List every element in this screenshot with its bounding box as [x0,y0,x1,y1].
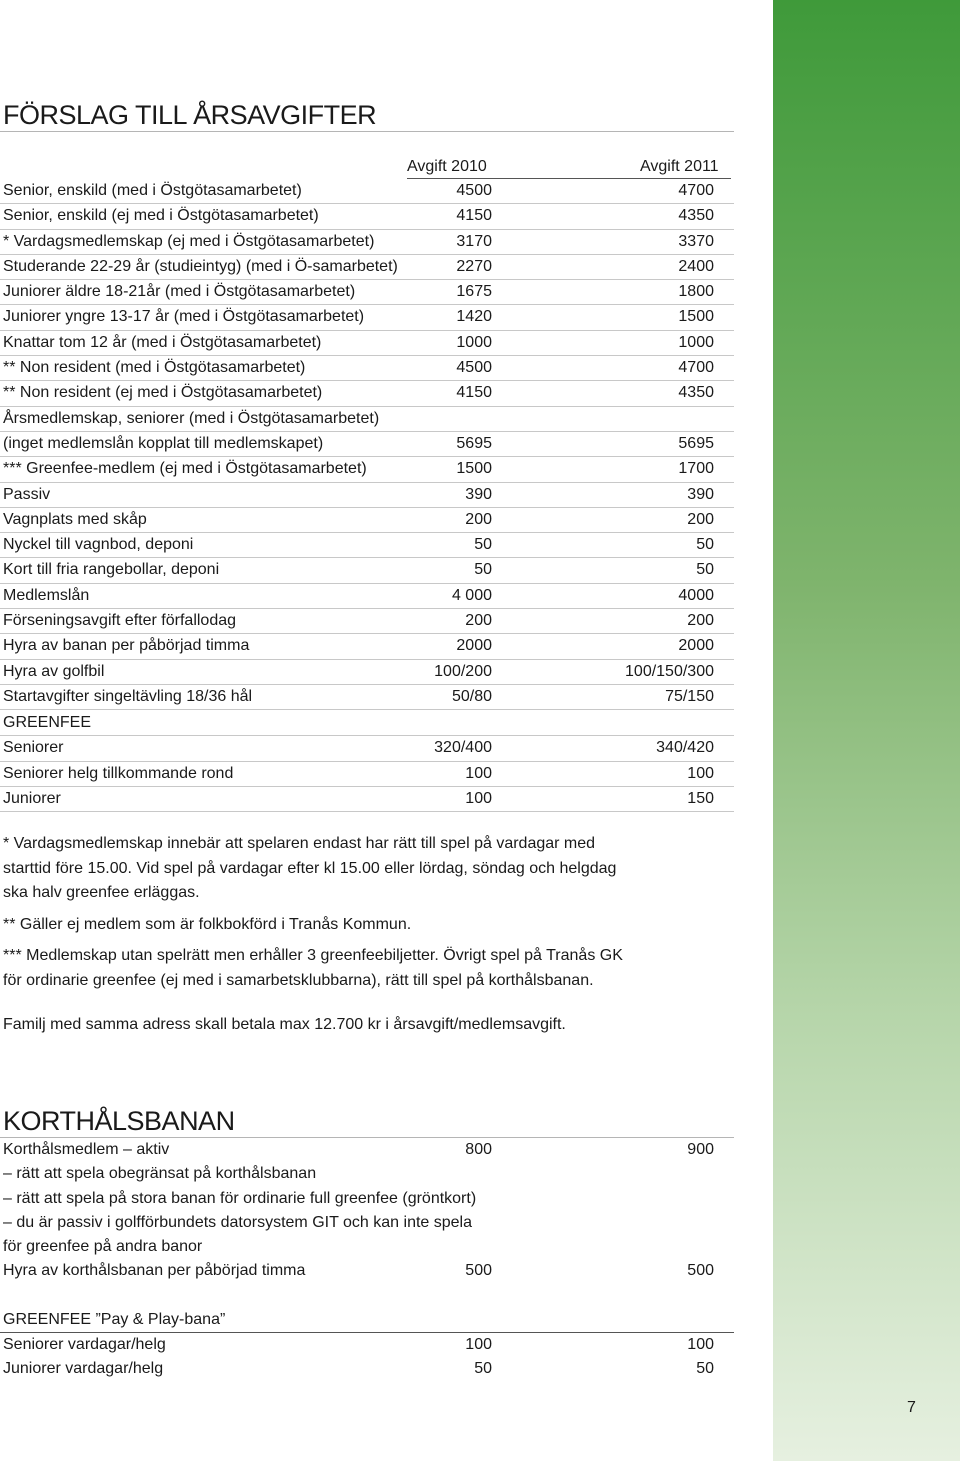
fee-row-value-2011: 4350 [678,207,714,225]
greenfee-row-value-2011: 100 [687,764,714,782]
fee-row-value-2010: 200 [465,510,492,528]
korthal-row [0,1162,734,1186]
fee-row [0,558,734,583]
fee-row-value-2011: 4700 [678,359,714,377]
note-greenfee-member [3,944,723,993]
fee-row-label: Juniorer yngre 13-17 år (med i Östgötasamarbetet) [3,308,365,326]
note-greenfee-member-line2: för ordinarie greenfee (ej med i samarbetsklubbarna), rätt till spel på korthålsbanan. [3,971,594,989]
fee-row-value-2011: 100/150/300 [625,662,714,680]
fee-row-label: ** Non resident (med i Östgötasamarbetet) [3,359,306,377]
fee-row-value-2010: 1420 [456,308,492,326]
pay-play-row-label: Juniorer vardagar/helg [3,1360,164,1378]
fee-row-value-2011: 4700 [678,182,714,199]
korthal-row-value-2010: 800 [465,1141,492,1158]
note-weekday-line3: ska halv greenfee erläggas. [3,884,200,901]
greenfee-row-value-2011: 340/420 [656,739,714,757]
korthal-row-label: – rätt att spela obegränsat på korthålsbanan [3,1165,317,1183]
greenfee-row-value-2010: 100 [465,764,492,782]
fee-row-value-2010: 200 [465,612,492,630]
korthal-row-value-2011: 900 [687,1141,714,1158]
fee-row [0,230,734,255]
fee-row-value-2011: 5695 [678,434,714,452]
fee-row-value-2010: 100/200 [434,662,492,680]
fee-row [0,305,734,330]
pay-play-heading: GREENFEE ”Pay & Play-bana” [3,1310,226,1328]
korthal-row [0,1138,734,1162]
korthal-table [0,1138,734,1382]
fee-row-label: (inget medlemslån kopplat till medlemskapet) [3,434,324,452]
fee-row-label: Senior, enskild (ej med i Östgötasamarbetet) [3,207,319,225]
fee-row-value-2010: 1675 [456,283,492,301]
fee-row-value-2011: 1800 [678,283,714,301]
fee-rows [0,179,734,710]
greenfee-row-value-2010: 100 [465,789,492,807]
korthal-row-label: för greenfee på andra banor [3,1238,203,1256]
pay-play-row-value-2010: 50 [474,1360,492,1378]
decorative-green-bar [773,0,960,1461]
pay-play-row-label: Seniorer vardagar/helg [3,1336,166,1354]
title-divider [0,131,734,132]
fee-row-value-2010: 3170 [456,232,492,250]
greenfee-table [0,711,734,812]
fee-row-value-2011: 50 [696,561,714,579]
fee-row-label: Juniorer äldre 18-21år (med i Östgötasamarbetet) [3,283,356,301]
korthal-row [0,1259,734,1283]
korthal-rows [0,1138,734,1284]
fee-row [0,280,734,305]
note-weekday-line1: * Vardagsmedlemskap innebär att spelaren endast har rätt till spel på vardagar med [3,835,596,852]
column-header-row [0,155,734,179]
note-non-resident: ** Gäller ej medlem som är folkbokförd i Tranås Kommun. [3,915,412,933]
fee-row-value-2010: 4500 [456,359,492,377]
fee-row-value-2010: 50 [474,561,492,579]
column-header-2011: Avgift 2011 [640,158,719,175]
footnotes [3,832,723,1038]
fee-row-value-2011: 200 [687,510,714,528]
greenfee-rows [0,736,734,812]
korthal-title: KORTHÅLSBANAN [3,1106,235,1136]
fee-row-label: Hyra av golfbil [3,662,105,680]
note-greenfee-member-line1: *** Medlemskap utan spelrätt men erhåller 3 greenfeebiljetter. Övrigt spel på Tranås GK [3,947,623,964]
page-number: 7 [907,1399,916,1416]
fee-row-value-2010: 2000 [456,637,492,655]
fee-row [0,483,734,508]
fee-row-label: Senior, enskild (med i Östgötasamarbetet) [3,182,302,199]
pay-play-row-value-2011: 100 [687,1336,714,1354]
fee-row-value-2011: 200 [687,612,714,630]
korthal-spacer [0,1284,734,1308]
fee-row-value-2010: 50/80 [451,687,492,705]
fee-row [0,331,734,356]
fee-row [0,685,734,710]
fee-row-value-2010: 4500 [456,182,492,199]
fee-row-label: Knattar tom 12 år (med i Östgötasamarbetet) [3,333,322,351]
page-title: FÖRSLAG TILL ÅRSAVGIFTER [3,100,377,130]
fee-row-label: Startavgifter singeltävling 18/36 hål [3,687,253,705]
korthal-row-label: Hyra av korthålsbanan per påbörjad timma [3,1262,306,1280]
fee-row [0,432,734,457]
korthal-row-value-2010: 500 [465,1262,492,1280]
greenfee-row-value-2011: 150 [687,789,714,807]
fee-row-value-2010: 390 [465,485,492,503]
fee-table [0,155,734,710]
fee-row-label: Studerande 22-29 år (studieintyg) (med i Ö-samarbetet) [3,257,398,275]
fee-row-value-2011: 4000 [678,586,714,604]
fee-row-value-2010: 4150 [456,207,492,225]
fee-row [0,634,734,659]
fee-row-value-2011: 75/150 [665,687,714,705]
fee-row-value-2011: 2400 [678,257,714,275]
fee-row [0,381,734,406]
fee-row-label: Årsmedlemskap, seniorer (med i Östgötasamarbetet) [3,409,380,427]
fee-row-value-2011: 1000 [678,333,714,351]
fee-row [0,533,734,558]
greenfee-row-value-2010: 320/400 [434,739,492,757]
fee-row-label: Passiv [3,485,51,503]
greenfee-heading: GREENFEE [3,714,92,731]
fee-row-label: * Vardagsmedlemskap (ej med i Östgötasamarbetet) [3,232,375,250]
fee-row [0,179,734,204]
fee-row-value-2010: 5695 [456,434,492,452]
greenfee-heading-row [0,711,734,736]
pay-play-row-value-2010: 100 [465,1336,492,1354]
korthal-row-label: – du är passiv i golfförbundets datorsystem GIT och kan inte spela [3,1213,472,1231]
fee-row-label: ** Non resident (ej med i Östgötasamarbetet) [3,384,323,402]
korthal-row-value-2011: 500 [687,1262,714,1280]
greenfee-row-label: Juniorer [3,789,61,807]
fee-row-value-2011: 2000 [678,637,714,655]
fee-row-value-2010: 1000 [456,333,492,351]
korthal-row [0,1235,734,1259]
fee-row-label: Förseningsavgift efter förfallodag [3,612,237,630]
fee-row-value-2010: 4 000 [451,586,492,604]
fee-row-value-2011: 1700 [678,460,714,478]
fee-row [0,356,734,381]
greenfee-row-label: Seniorer [3,739,64,757]
fee-row-value-2011: 4350 [678,384,714,402]
fee-row-value-2010: 4150 [456,384,492,402]
note-weekday [3,832,723,906]
fee-row [0,407,734,432]
greenfee-row [0,787,734,812]
pay-play-row-value-2011: 50 [696,1360,714,1378]
note-family-cap: Familj med samma adress skall betala max 12.700 kr i årsavgift/medlemsavgift. [3,1016,566,1033]
fee-row-label: Hyra av banan per påbörjad timma [3,637,250,655]
greenfee-row [0,762,734,787]
pay-play-row [0,1333,734,1357]
fee-row-label: Medlemslån [3,586,90,604]
fee-row-value-2011: 390 [687,485,714,503]
fee-row-value-2010: 1500 [456,460,492,478]
fee-row [0,204,734,229]
fee-row-label: Nyckel till vagnbod, deponi [3,536,194,554]
greenfee-row [0,736,734,761]
fee-row-value-2010: 2270 [456,257,492,275]
fee-row-label: Kort till fria rangebollar, deponi [3,561,220,579]
pay-play-row [0,1357,734,1381]
fee-row-value-2011: 50 [696,536,714,554]
note-weekday-line2: starttid före 15.00. Vid spel på vardagar efter kl 15.00 eller lördag, söndag och helgdag [3,859,617,877]
greenfee-row-label: Seniorer helg tillkommande rond [3,764,234,782]
fee-row [0,584,734,609]
fee-row [0,660,734,685]
fee-row-label: Vagnplats med skåp [3,510,147,528]
column-header-2010: Avgift 2010 [407,158,487,175]
korthal-row-label: Korthålsmedlem – aktiv [3,1141,170,1158]
fee-row-label: *** Greenfee-medlem (ej med i Östgötasamarbetet) [3,460,367,478]
fee-row-value-2011: 1500 [678,308,714,326]
korthal-row-label: – rätt att spela på stora banan för ordinarie full greenfee (gröntkort) [3,1189,477,1207]
pay-play-heading-row [0,1308,734,1333]
fee-row-value-2011: 3370 [678,232,714,250]
korthal-row [0,1211,734,1235]
pay-play-rows [0,1333,734,1382]
fee-row [0,508,734,533]
fee-row-value-2010: 50 [474,536,492,554]
fee-row [0,457,734,482]
fee-row [0,609,734,634]
fee-row [0,255,734,280]
korthal-row [0,1187,734,1211]
